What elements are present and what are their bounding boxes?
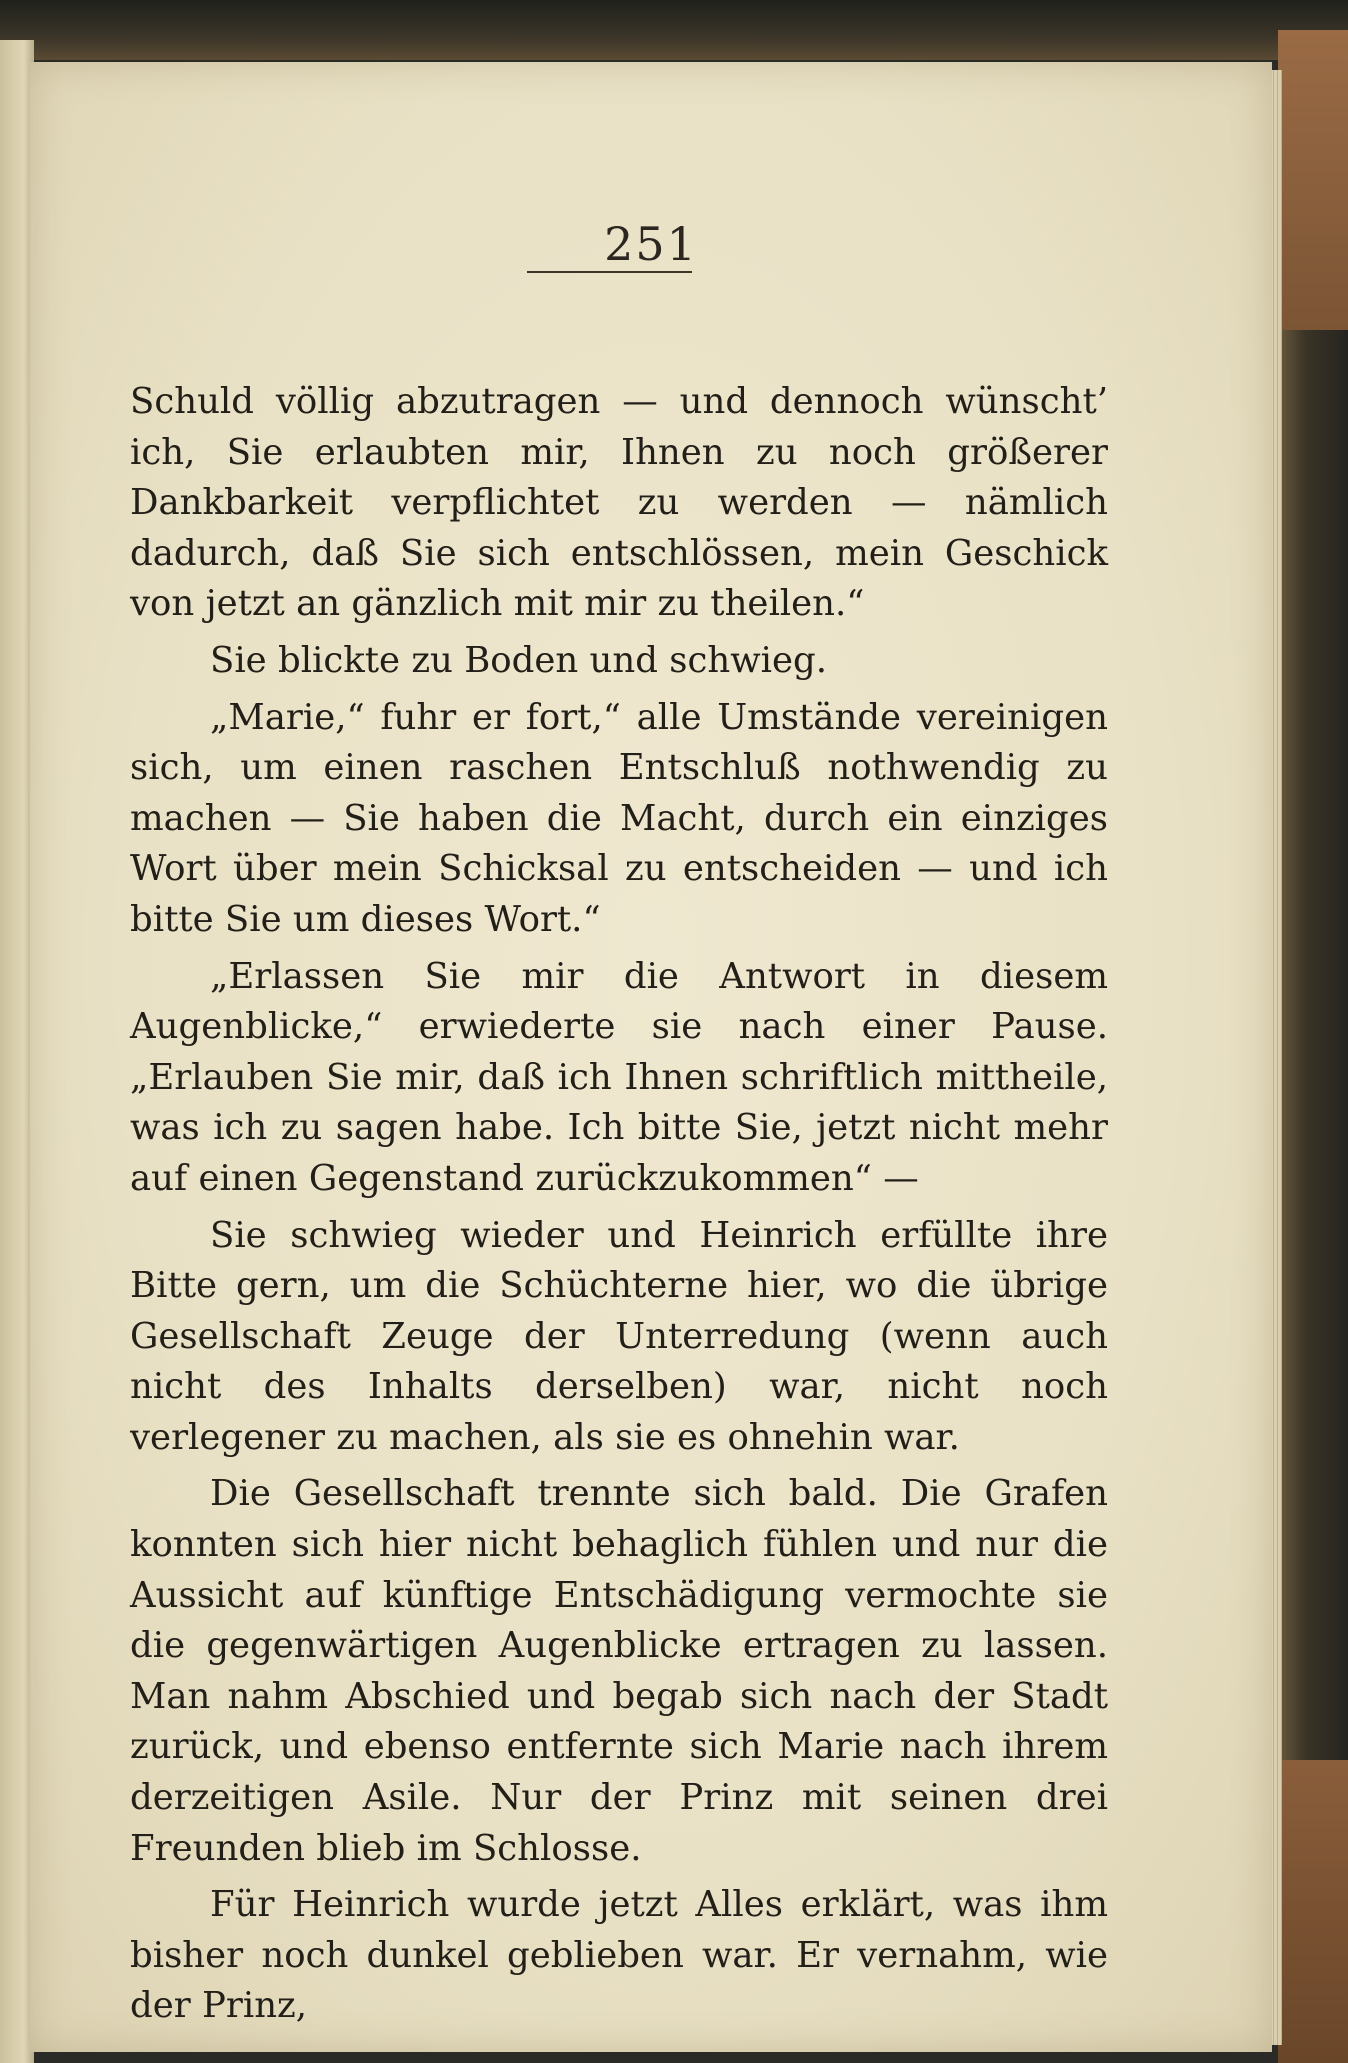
- leather-corner-top: [1278, 30, 1348, 330]
- paragraph: „Erlassen Sie mir die Antwort in diesem Augenblicke,“ erwiederte sie nach einer Pause. „Erlauben Sie mir, daß ich Ihnen schriftlich mittheile, was ich zu sagen habe. Ich bitte Sie, jetzt nicht mehr auf einen Gegenstand zurückzukommen“ —: [130, 955, 1108, 1199]
- book-page: [30, 62, 1272, 2052]
- book-cover-board: [1278, 30, 1348, 2063]
- paragraph: Für Heinrich wurde jetzt Alles erklärt, was ihm bisher noch dunkel geblieben war. Er vernahm, wie der Prinz,: [130, 1884, 1108, 2027]
- leather-corner-bottom: [1278, 1760, 1348, 2063]
- body-text: [130, 377, 1108, 2038]
- paragraph: Die Gesellschaft trennte sich bald. Die Grafen konnten sich hier nicht behaglich fühlen und nur die Aussicht auf künftige Entschädigung vermochte sie die gegenwärtigen Augenblicke ertragen zu lassen. Man nahm Abschied und begab sich nach der Stadt zurück, und ebenso entfernte sich Marie nach ihrem derzeitigen Asile. Nur der Prinz mit seinen drei Freunden blieb im Schlosse.: [130, 1473, 1108, 1869]
- facing-page-edge: [0, 40, 34, 2063]
- page-number: 251: [604, 217, 698, 271]
- paragraph: Schuld völlig abzutragen — und dennoch wünscht’ ich, Sie erlaubten mir, Ihnen zu noch größerer Dankbarkeit verpflichtet zu werden — nämlich dadurch, daß Sie sich entschlössen, mein Geschick von jetzt an gänzlich mit mir zu theilen.“: [130, 381, 1108, 625]
- page-number-rule: [527, 271, 692, 273]
- paragraph: Sie schwieg wieder und Heinrich erfüllte ihre Bitte gern, um die Schüchterne hier, wo die übrige Gesellschaft Zeuge der Unterredung (wenn auch nicht des Inhalts derselben) war, nicht noch verlegener zu machen, als sie es ohnehin war.: [130, 1214, 1108, 1458]
- paragraph: Sie blickte zu Boden und schwieg.: [210, 639, 828, 681]
- paragraph: „Marie,“ fuhr er fort,“ alle Umstände vereinigen sich, um einen raschen Entschluß nothwendig zu machen — Sie haben die Macht, durch ein einziges Wort über mein Schicksal zu entscheiden — und ich bitte Sie um dieses Wort.“: [130, 696, 1108, 940]
- book-binding-top: [0, 0, 1348, 60]
